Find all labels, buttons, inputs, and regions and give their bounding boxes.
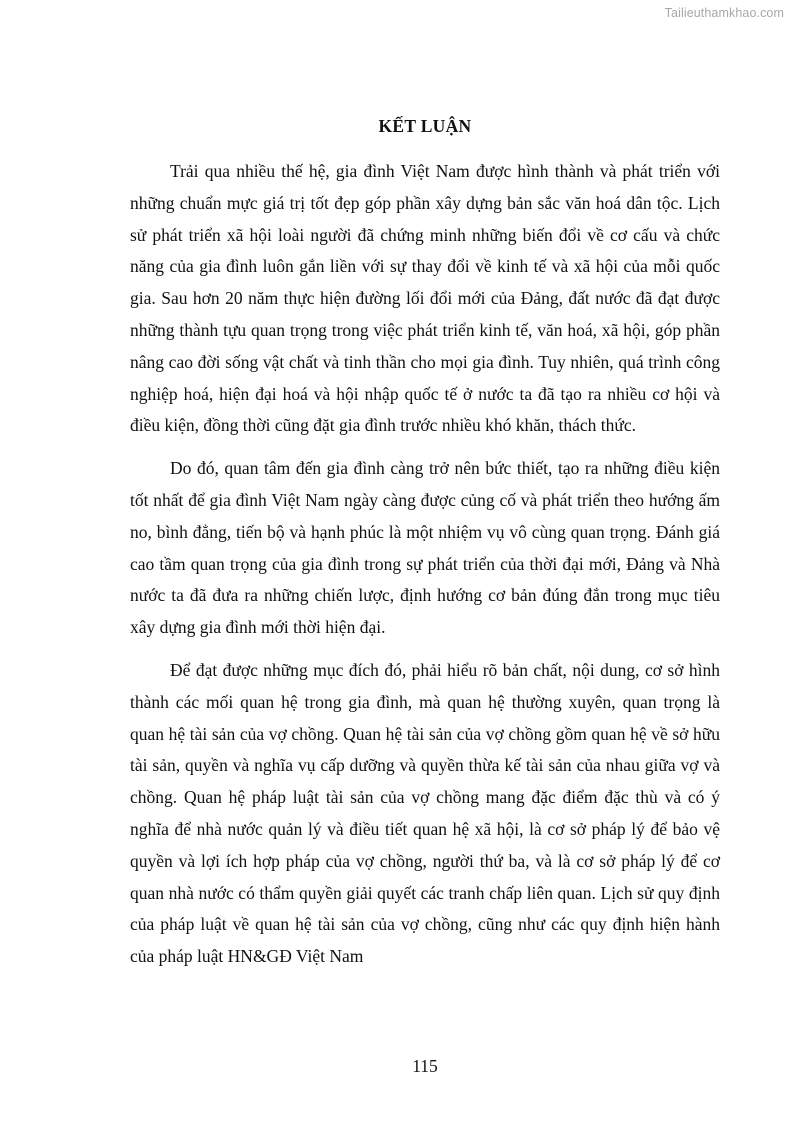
paragraph-1: Trải qua nhiều thế hệ, gia đình Việt Nam được hình thành và phát triển với những chuẩn mực giá trị tốt đẹp góp phần xây dựng bản sắc văn hoá dân tộc. Lịch sử phát triển xã hội loài người đã chứng minh những biến đổi về cơ cấu và chức năng của gia đình luôn gắn liền với sự thay đổi về kinh tế và xã hội của mỗi quốc gia. Sau hơn 20 năm thực hiện đường lối đổi mới của Đảng, đất nước đã đạt được những thành tựu quan trọng trong việc phát triển kinh tế, văn hoá, xã hội, góp phần nâng cao đời sống vật chất và tinh thần cho mọi gia đình. Tuy nhiên, quá trình công nghiệp hoá, hiện đại hoá và hội nhập quốc tế ở nước ta đã tạo ra nhiều cơ hội và điều kiện, đồng thời cũng đặt gia đình trước nhiều khó khăn, thách thức. [130, 161, 720, 436]
watermark: Tailieuthamkhao.com [664, 6, 784, 20]
body-text [130, 156, 720, 984]
page-title: KẾT LUẬN [378, 116, 472, 136]
paragraph-3: Để đạt được những mục đích đó, phải hiểu rõ bản chất, nội dung, cơ sở hình thành các mối quan hệ trong gia đình, mà quan hệ thường xuyên, quan trọng là quan hệ tài sản của vợ chồng. Quan hệ tài sản của vợ chồng gồm quan hệ về sở hữu tài sản, quyền và nghĩa vụ cấp dưỡng và quyền thừa kế tài sản của nhau giữa vợ và chồng. Quan hệ pháp luật tài sản của vợ chồng mang đặc điểm đặc thù và có ý nghĩa để nhà nước quản lý và điều tiết quan hệ xã hội, là cơ sở pháp lý để bảo vệ quyền và lợi ích hợp pháp của vợ chồng, người thứ ba, và là cơ sở pháp lý để cơ quan nhà nước có thẩm quyền giải quyết các tranh chấp liên quan. Lịch sử quy định của pháp luật về quan hệ tài sản của vợ chồng, cũng như các quy định hiện hành của pháp luật HN&GĐ Việt Nam [130, 659, 720, 967]
page-number: 115 [412, 1056, 438, 1076]
paragraph-2: Do đó, quan tâm đến gia đình càng trở nên bức thiết, tạo ra những điều kiện tốt nhất để gia đình Việt Nam ngày càng được củng cố và phát triển theo hướng ấm no, bình đẳng, tiến bộ và hạnh phúc là một nhiệm vụ vô cùng quan trọng. Đánh giá cao tầm quan trọng của gia đình trong sự phát triển của thời đại mới, Đảng và Nhà nước ta đã đưa ra những chiến lược, định hướng cơ bản đúng đắn trong mục tiêu xây dựng gia đình mới thời hiện đại. [130, 458, 720, 638]
